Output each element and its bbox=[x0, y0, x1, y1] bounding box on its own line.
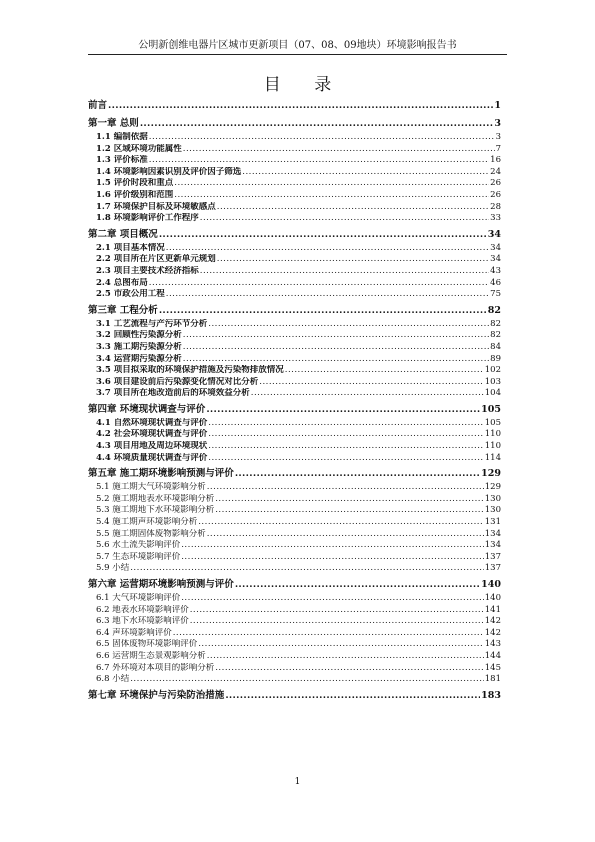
dot-leader bbox=[149, 278, 489, 290]
toc-chapter-row[interactable] bbox=[88, 116, 501, 132]
toc-chapter-row[interactable] bbox=[88, 402, 501, 418]
toc-section-row[interactable] bbox=[88, 563, 501, 575]
toc-chapter-label: 第五章 施工期环境影响预测与评价 bbox=[88, 468, 234, 480]
toc-title: 目 录 bbox=[263, 75, 346, 95]
dot-leader bbox=[215, 663, 484, 675]
dot-leader bbox=[198, 517, 484, 529]
toc-page-number: 16 bbox=[490, 155, 501, 166]
toc-page-number: 43 bbox=[490, 265, 501, 276]
toc-chapter-row[interactable] bbox=[88, 303, 501, 319]
toc-chapter-row[interactable] bbox=[88, 577, 501, 593]
toc-section-label: 1.5 评价时段和重点 bbox=[96, 178, 174, 189]
toc-page-number: 1 bbox=[494, 100, 501, 111]
toc-page-number: 129 bbox=[481, 468, 501, 480]
toc-section-label: 2.2 项目所在片区更新单元规划 bbox=[96, 254, 216, 265]
toc-section-label: 5.1 施工期大气环境影响分析 bbox=[96, 482, 206, 493]
dot-leader bbox=[183, 330, 489, 342]
toc-section-label: 6.7 外环境对本项目的影响分析 bbox=[96, 662, 215, 673]
dot-leader bbox=[149, 132, 495, 144]
toc-section-label: 6.3 地下水环境影响评价 bbox=[96, 616, 189, 627]
dot-leader bbox=[159, 227, 487, 243]
toc-section-row[interactable] bbox=[88, 628, 501, 640]
toc-section-label: 2.3 项目主要技术经济指标 bbox=[96, 265, 199, 276]
dot-leader bbox=[130, 563, 484, 575]
dot-leader bbox=[225, 688, 480, 704]
toc-section-label: 6.4 声环境影响评价 bbox=[96, 627, 172, 638]
toc-page-number: 110 bbox=[484, 441, 501, 452]
toc-section-row[interactable] bbox=[88, 429, 501, 441]
dot-leader bbox=[159, 303, 487, 319]
toc-chapter-row[interactable] bbox=[88, 466, 501, 482]
toc-section-row[interactable] bbox=[88, 441, 501, 453]
toc-section-label: 5.9 小结 bbox=[96, 563, 130, 574]
toc-section-label: 5.7 生态环境影响评价 bbox=[96, 551, 181, 562]
toc-page-number: 33 bbox=[490, 213, 501, 224]
dot-leader bbox=[190, 605, 484, 617]
toc-section-row[interactable] bbox=[88, 494, 501, 506]
toc-section-row[interactable] bbox=[88, 342, 501, 354]
toc-section-row[interactable] bbox=[88, 254, 501, 266]
toc-page-number: 34 bbox=[487, 228, 501, 240]
toc-section-label: 2.1 项目基本情况 bbox=[96, 242, 165, 253]
toc-section-row[interactable] bbox=[88, 190, 501, 202]
toc-section-row[interactable] bbox=[88, 266, 501, 278]
toc-page-number: 7 bbox=[495, 143, 501, 154]
toc-section-row[interactable] bbox=[88, 517, 501, 529]
dot-leader bbox=[174, 190, 489, 202]
toc-page-number: 134 bbox=[484, 540, 501, 551]
toc-section-label: 6.2 地表水环境影响评价 bbox=[96, 604, 189, 615]
toc-page-number: 140 bbox=[481, 579, 501, 590]
toc-page-number: 181 bbox=[484, 674, 501, 685]
dot-leader bbox=[208, 418, 484, 430]
toc-section-row[interactable] bbox=[88, 674, 501, 686]
toc-section-label: 3.1 工艺流程与产污环节分析 bbox=[96, 318, 208, 329]
toc-section-row[interactable] bbox=[88, 388, 501, 400]
toc-section-label: 5.2 施工期地表水环境影响分析 bbox=[96, 493, 215, 504]
dot-leader bbox=[208, 429, 484, 441]
toc-page-number: 142 bbox=[484, 616, 501, 627]
toc-section-row[interactable] bbox=[88, 132, 501, 144]
toc-section-label: 4.4 环境质量现状调查与评价 bbox=[96, 452, 208, 463]
toc-section-row[interactable] bbox=[88, 505, 501, 517]
dot-leader bbox=[208, 453, 484, 465]
toc-section-row[interactable] bbox=[88, 167, 501, 179]
toc-section-row[interactable] bbox=[88, 202, 501, 214]
dot-leader bbox=[215, 494, 484, 506]
toc-section-label: 5.3 施工期地下水环境影响分析 bbox=[96, 505, 215, 516]
toc-page-number: 26 bbox=[490, 189, 501, 200]
dot-leader bbox=[217, 254, 489, 266]
toc-page-number: 3 bbox=[495, 132, 501, 142]
toc-section-row[interactable] bbox=[88, 144, 501, 156]
toc-section-row[interactable] bbox=[88, 330, 501, 342]
running-header: 公明新创维电器片区城市更新项目（07、08、09地块）环境影响报告书 bbox=[88, 40, 507, 55]
toc-section-row[interactable] bbox=[88, 453, 501, 465]
toc-page-number: 46 bbox=[490, 277, 501, 288]
dot-leader bbox=[200, 213, 489, 225]
toc-chapter-row[interactable] bbox=[88, 688, 501, 704]
toc-section-label: 5.4 施工期声环境影响分析 bbox=[96, 517, 198, 528]
dot-leader bbox=[108, 98, 493, 114]
toc-chapter-row[interactable] bbox=[88, 98, 501, 114]
toc-page-number: 105 bbox=[484, 417, 501, 428]
toc-page-number: 129 bbox=[484, 482, 501, 493]
toc-page-number: 140 bbox=[484, 593, 501, 603]
table-of-contents bbox=[88, 96, 501, 704]
toc-section-row[interactable] bbox=[88, 243, 501, 255]
toc-section-row[interactable] bbox=[88, 319, 501, 331]
toc-section-row[interactable] bbox=[88, 605, 501, 617]
toc-section-row[interactable] bbox=[88, 552, 501, 564]
dot-leader bbox=[166, 289, 489, 301]
toc-chapter-label: 第一章 总则 bbox=[88, 118, 139, 129]
toc-section-label: 1.8 环境影响评价工作程序 bbox=[96, 213, 199, 224]
toc-section-label: 3.6 项目建设前后污染源变化情况对比分析 bbox=[96, 376, 259, 387]
page-number: 1 bbox=[294, 777, 301, 787]
dot-leader bbox=[208, 441, 484, 453]
toc-page-number: 145 bbox=[484, 662, 501, 673]
toc-section-row[interactable] bbox=[88, 663, 501, 675]
toc-page-number: 34 bbox=[490, 242, 501, 253]
toc-section-row[interactable] bbox=[88, 540, 501, 552]
toc-page-number: 114 bbox=[484, 452, 501, 463]
toc-section-label: 5.6 水土流失影响评价 bbox=[96, 540, 181, 551]
toc-chapter-label: 第七章 环境保护与污染防治措施 bbox=[88, 689, 225, 701]
toc-chapter-label: 第二章 项目概况 bbox=[88, 228, 158, 240]
toc-chapter-label: 前言 bbox=[88, 100, 108, 111]
toc-page-number: 142 bbox=[484, 627, 501, 638]
toc-chapter-label: 第三章 工程分析 bbox=[88, 304, 158, 316]
toc-section-row[interactable] bbox=[88, 651, 501, 663]
dot-leader bbox=[285, 365, 484, 377]
dot-leader bbox=[166, 243, 489, 255]
toc-page-number: 26 bbox=[490, 178, 501, 189]
toc-section-label: 3.2 回顾性污染源分析 bbox=[96, 330, 182, 341]
toc-section-row[interactable] bbox=[88, 289, 501, 301]
toc-section-label: 6.1 大气环境影响评价 bbox=[96, 593, 181, 603]
toc-page-number: 82 bbox=[487, 304, 501, 316]
toc-page-number: 143 bbox=[484, 639, 501, 650]
toc-page-number: 137 bbox=[484, 563, 501, 574]
toc-section-row[interactable] bbox=[88, 482, 501, 494]
toc-section-label: 6.5 固体废物环境影响评价 bbox=[96, 639, 198, 650]
dot-leader bbox=[206, 402, 480, 418]
dot-leader bbox=[242, 167, 489, 179]
dot-leader bbox=[207, 529, 484, 541]
dot-leader bbox=[181, 552, 484, 564]
toc-page-number: 141 bbox=[484, 604, 501, 615]
dot-leader bbox=[190, 616, 484, 628]
toc-section-row[interactable] bbox=[88, 639, 501, 651]
dot-leader bbox=[181, 593, 484, 605]
toc-page-number: 75 bbox=[490, 289, 501, 300]
toc-section-label: 3.4 运营期污染源分析 bbox=[96, 353, 182, 364]
toc-section-label: 2.4 总图布局 bbox=[96, 277, 148, 288]
toc-section-label: 1.1 编制依据 bbox=[96, 132, 148, 142]
dot-leader bbox=[217, 202, 489, 214]
dot-leader bbox=[207, 482, 484, 494]
toc-page-number: 134 bbox=[484, 528, 501, 539]
toc-section-row[interactable] bbox=[88, 365, 501, 377]
toc-section-label: 1.2 区域环境功能属性 bbox=[96, 143, 182, 154]
toc-section-row[interactable] bbox=[88, 529, 501, 541]
toc-page-number: 183 bbox=[481, 689, 501, 701]
toc-section-label: 1.3 评价标准 bbox=[96, 155, 148, 166]
toc-section-label: 1.7 环境保护目标及环境敏感点 bbox=[96, 201, 216, 212]
toc-page-number: 144 bbox=[484, 650, 501, 661]
dot-leader bbox=[198, 639, 484, 651]
dot-leader bbox=[235, 466, 480, 482]
toc-chapter-label: 第四章 环境现状调查与评价 bbox=[88, 403, 206, 415]
dot-leader bbox=[208, 319, 489, 331]
toc-section-label: 4.3 项目用地及周边环境现状 bbox=[96, 441, 208, 452]
toc-section-label: 4.1 自然环境现状调查与评价 bbox=[96, 417, 208, 428]
toc-page-number: 130 bbox=[484, 505, 501, 516]
dot-leader bbox=[174, 178, 489, 190]
toc-section-label: 4.2 社会环境现状调查与评价 bbox=[96, 429, 208, 440]
toc-section-label: 1.6 评价级别和范围 bbox=[96, 189, 174, 200]
toc-page-number: 24 bbox=[490, 166, 501, 177]
toc-page-number: 110 bbox=[484, 429, 501, 440]
toc-page-number: 3 bbox=[494, 118, 501, 129]
toc-section-row[interactable] bbox=[88, 616, 501, 628]
toc-section-label: 3.7 项目所在地改造前后的环境效益分析 bbox=[96, 388, 250, 399]
dot-leader bbox=[181, 540, 484, 552]
toc-page-number: 130 bbox=[484, 493, 501, 504]
toc-section-row[interactable] bbox=[88, 278, 501, 290]
toc-section-label: 3.5 项目拟采取的环境保护措施及污染物排放情况 bbox=[96, 365, 284, 376]
toc-page-number: 34 bbox=[490, 254, 501, 265]
dot-leader bbox=[149, 155, 489, 167]
toc-page-number: 28 bbox=[490, 201, 501, 212]
toc-section-label: 3.3 施工期污染源分析 bbox=[96, 341, 182, 352]
toc-page-number: 105 bbox=[481, 403, 501, 415]
dot-leader bbox=[259, 377, 484, 389]
dot-leader bbox=[183, 354, 489, 366]
toc-page-number: 137 bbox=[484, 551, 501, 562]
toc-page-number: 89 bbox=[490, 353, 501, 364]
toc-page-number: 103 bbox=[484, 376, 501, 387]
dot-leader bbox=[251, 388, 484, 400]
toc-chapter-label: 第六章 运营期环境影响预测与评价 bbox=[88, 579, 234, 590]
toc-section-row[interactable] bbox=[88, 418, 501, 430]
toc-chapter-row[interactable] bbox=[88, 227, 501, 243]
toc-page-number: 104 bbox=[484, 388, 501, 399]
dot-leader bbox=[140, 116, 494, 132]
toc-page-number: 82 bbox=[490, 318, 501, 329]
dot-leader bbox=[207, 651, 484, 663]
toc-section-label: 6.6 运营期生态景观影响分析 bbox=[96, 650, 206, 661]
toc-page-number: 131 bbox=[484, 517, 501, 528]
dot-leader bbox=[235, 577, 480, 593]
dot-leader bbox=[215, 505, 484, 517]
dot-leader bbox=[130, 674, 484, 686]
dot-leader bbox=[200, 266, 489, 278]
toc-page-number: 82 bbox=[490, 330, 501, 341]
toc-section-label: 1.4 环境影响因素识别及评价因子筛选 bbox=[96, 166, 242, 177]
toc-page-number: 84 bbox=[490, 341, 501, 352]
dot-leader bbox=[173, 628, 484, 640]
toc-section-row[interactable] bbox=[88, 178, 501, 190]
toc-section-row[interactable] bbox=[88, 354, 501, 366]
toc-section-label: 6.8 小结 bbox=[96, 674, 130, 685]
toc-section-label: 5.5 施工期固体废物影响分析 bbox=[96, 528, 206, 539]
dot-leader bbox=[183, 342, 489, 354]
toc-page-number: 102 bbox=[484, 365, 501, 376]
toc-section-label: 2.5 市政公用工程 bbox=[96, 289, 165, 300]
dot-leader bbox=[183, 144, 495, 156]
toc-section-row[interactable] bbox=[88, 593, 501, 605]
toc-section-row[interactable] bbox=[88, 155, 501, 167]
toc-section-row[interactable] bbox=[88, 213, 501, 225]
toc-section-row[interactable] bbox=[88, 377, 501, 389]
